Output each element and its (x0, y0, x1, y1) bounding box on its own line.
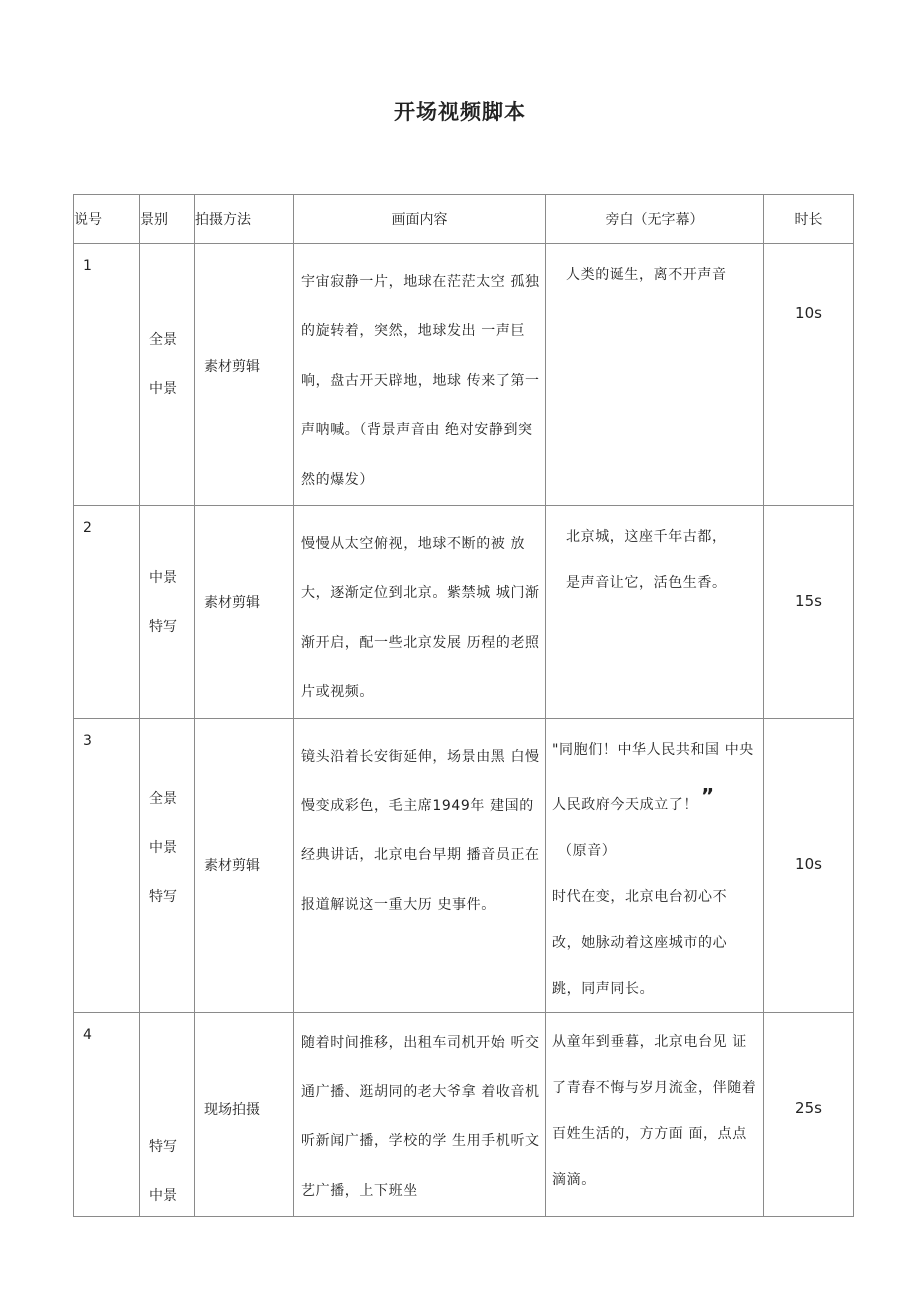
method-text: 现场拍摄 (204, 1101, 260, 1118)
shot-type: 全景 (149, 332, 177, 348)
duration-cell (764, 506, 854, 719)
voiceover-line: 从童年到垂暮，北京电台见 证了青春不悔与岁月流金，伴随着百姓生活的，方方面 面，点点滴滴。 (552, 1033, 757, 1188)
voiceover-cell (546, 1012, 764, 1217)
voiceover-line: 时代在变，北京电台初心不 改，她脉动着这座城市的心 跳，同声同长。 (552, 888, 728, 997)
duration-cell (764, 1012, 854, 1217)
table-row (74, 244, 854, 506)
header-voiceover: 旁白（无字幕） (546, 195, 764, 244)
row-number: 1 (74, 244, 140, 506)
method-text: 素材剪辑 (204, 595, 260, 612)
voiceover-line: 是声音让它，活色生香。 (566, 575, 727, 592)
duration-value: 25s (795, 1098, 822, 1117)
shot-type: 特写 (149, 1138, 177, 1155)
content-cell (294, 718, 546, 1012)
voiceover-cell (546, 506, 764, 719)
content-text: 宇宙寂静一片，地球在茫茫太空 孤独的旋转着，突然，地球发出 一声巨响，盘古开天辟地，地球 传来了第一声呐喊。（背景声音由 绝对安静到突然的爆发） (301, 274, 540, 488)
content-cell (294, 244, 546, 506)
row-number: 2 (74, 506, 140, 719)
method-cell (195, 244, 294, 506)
duration-value: 10s (795, 854, 822, 873)
voiceover-line: （原音） (558, 842, 617, 859)
duration-value: 15s (795, 592, 822, 611)
shot-type-cell (140, 1012, 195, 1217)
shot-type-cell (140, 244, 195, 506)
voiceover-cell (546, 244, 764, 506)
header-content: 画面内容 (294, 195, 546, 244)
voiceover-line: "同胞们！中华人民共和国 中央人民政府今天成立了！ ” (552, 741, 754, 813)
shot-type-cell (140, 506, 195, 719)
row-number: 4 (74, 1012, 140, 1217)
duration-cell (764, 718, 854, 1012)
content-cell (294, 1012, 546, 1217)
table-row (74, 506, 854, 719)
shot-type: 特写 (149, 888, 177, 905)
shot-type: 中景 (149, 570, 177, 587)
shot-type: 中景 (149, 381, 177, 397)
table-row (74, 718, 854, 1012)
table-row (74, 1012, 854, 1217)
script-table (73, 194, 854, 1217)
table-header-row (74, 195, 854, 244)
header-shot-type: 景别 (140, 195, 195, 244)
shot-type-cell (140, 718, 195, 1012)
method-cell (195, 718, 294, 1012)
voiceover-cell (546, 718, 764, 1012)
row-number: 3 (74, 718, 140, 1012)
document-title: 开场视频脚本 (394, 100, 526, 124)
quote-mark: ” (701, 783, 715, 808)
method-text: 素材剪辑 (204, 857, 260, 874)
content-cell (294, 506, 546, 719)
shot-type: 全景 (149, 790, 177, 807)
shot-type: 中景 (149, 1187, 177, 1204)
header-method: 拍摄方法 (195, 195, 294, 244)
duration-cell (764, 244, 854, 506)
method-cell (195, 506, 294, 719)
method-text: 素材剪辑 (204, 359, 260, 375)
content-text: 慢慢从太空俯视，地球不断的被 放大，逐渐定位到北京。紫禁城 城门渐渐开启，配一些北京发展 历程的老照片或视频。 (301, 536, 540, 701)
header-duration: 时长 (764, 195, 854, 244)
voiceover-line: 北京城，这座千年古都， (566, 529, 727, 546)
method-cell (195, 1012, 294, 1217)
content-text: 镜头沿着长安街延伸，场景由黑 白慢慢变成彩色，毛主席1949年 建国的经典讲话，北京电台早期 播音员正在报道解说这一重大历 史事件。 (301, 748, 540, 913)
shot-type: 特写 (149, 619, 177, 636)
duration-value: 10s (795, 304, 822, 322)
content-text: 随着时间推移，出租车司机开始 听交通广播、逛胡同的老大爷拿 着收音机听新闻广播，学校的学 生用手机听文艺广播，上下班坐 (301, 1034, 540, 1199)
shot-type: 中景 (149, 839, 177, 856)
voiceover-line: 人类的诞生，离不开声音 (566, 267, 727, 283)
header-number: 说号 (74, 195, 140, 244)
